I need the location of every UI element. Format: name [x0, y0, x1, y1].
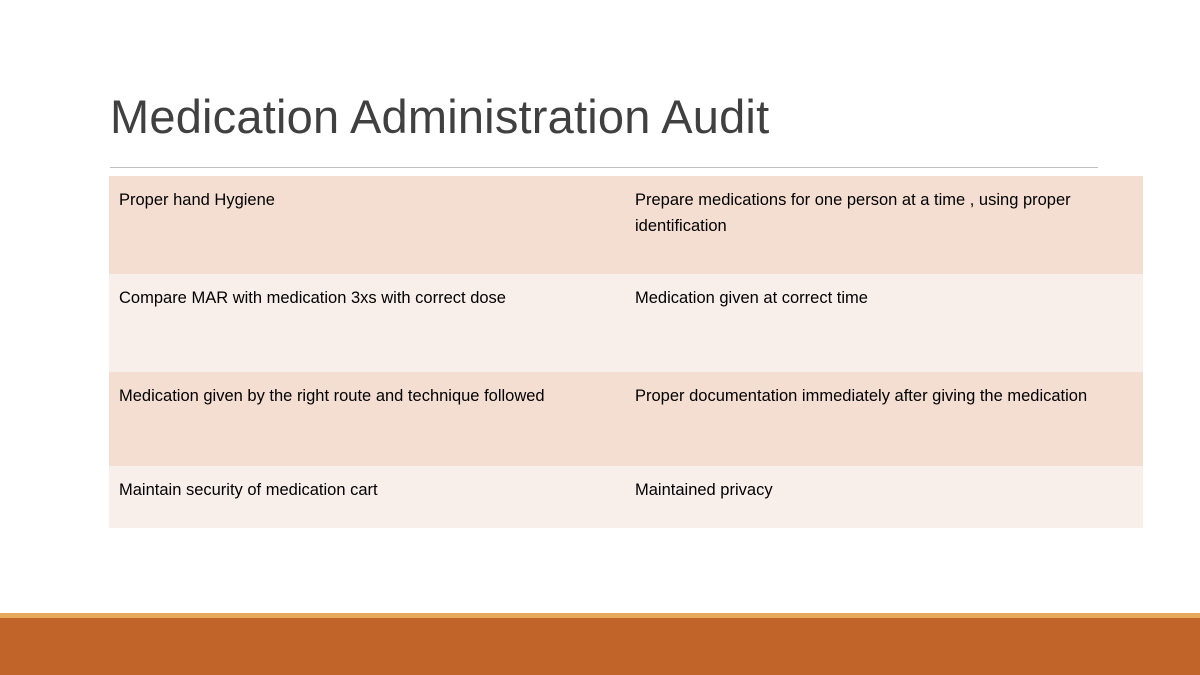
- table-cell-left: Maintain security of medication cart: [109, 466, 625, 528]
- table-cell-right: Medication given at correct time: [625, 274, 1143, 372]
- table-cell-right: Maintained privacy: [625, 466, 1143, 528]
- table-cell-right: Prepare medications for one person at a time , using proper identification: [625, 176, 1143, 274]
- page-title: Medication Administration Audit: [110, 90, 770, 143]
- table-row: [109, 466, 1143, 528]
- table-cell-left: Proper hand Hygiene: [109, 176, 625, 274]
- table-cell-left: Compare MAR with medication 3xs with correct dose: [109, 274, 625, 372]
- table-row: [109, 176, 1143, 274]
- table-cell-left: Medication given by the right route and technique followed: [109, 372, 625, 466]
- table-cell-right: Proper documentation immediately after giving the medication: [625, 372, 1143, 466]
- table-row: [109, 372, 1143, 466]
- title-divider: [110, 167, 1098, 168]
- audit-table: [109, 176, 1143, 528]
- table-row: [109, 274, 1143, 372]
- footer-band: [0, 618, 1200, 675]
